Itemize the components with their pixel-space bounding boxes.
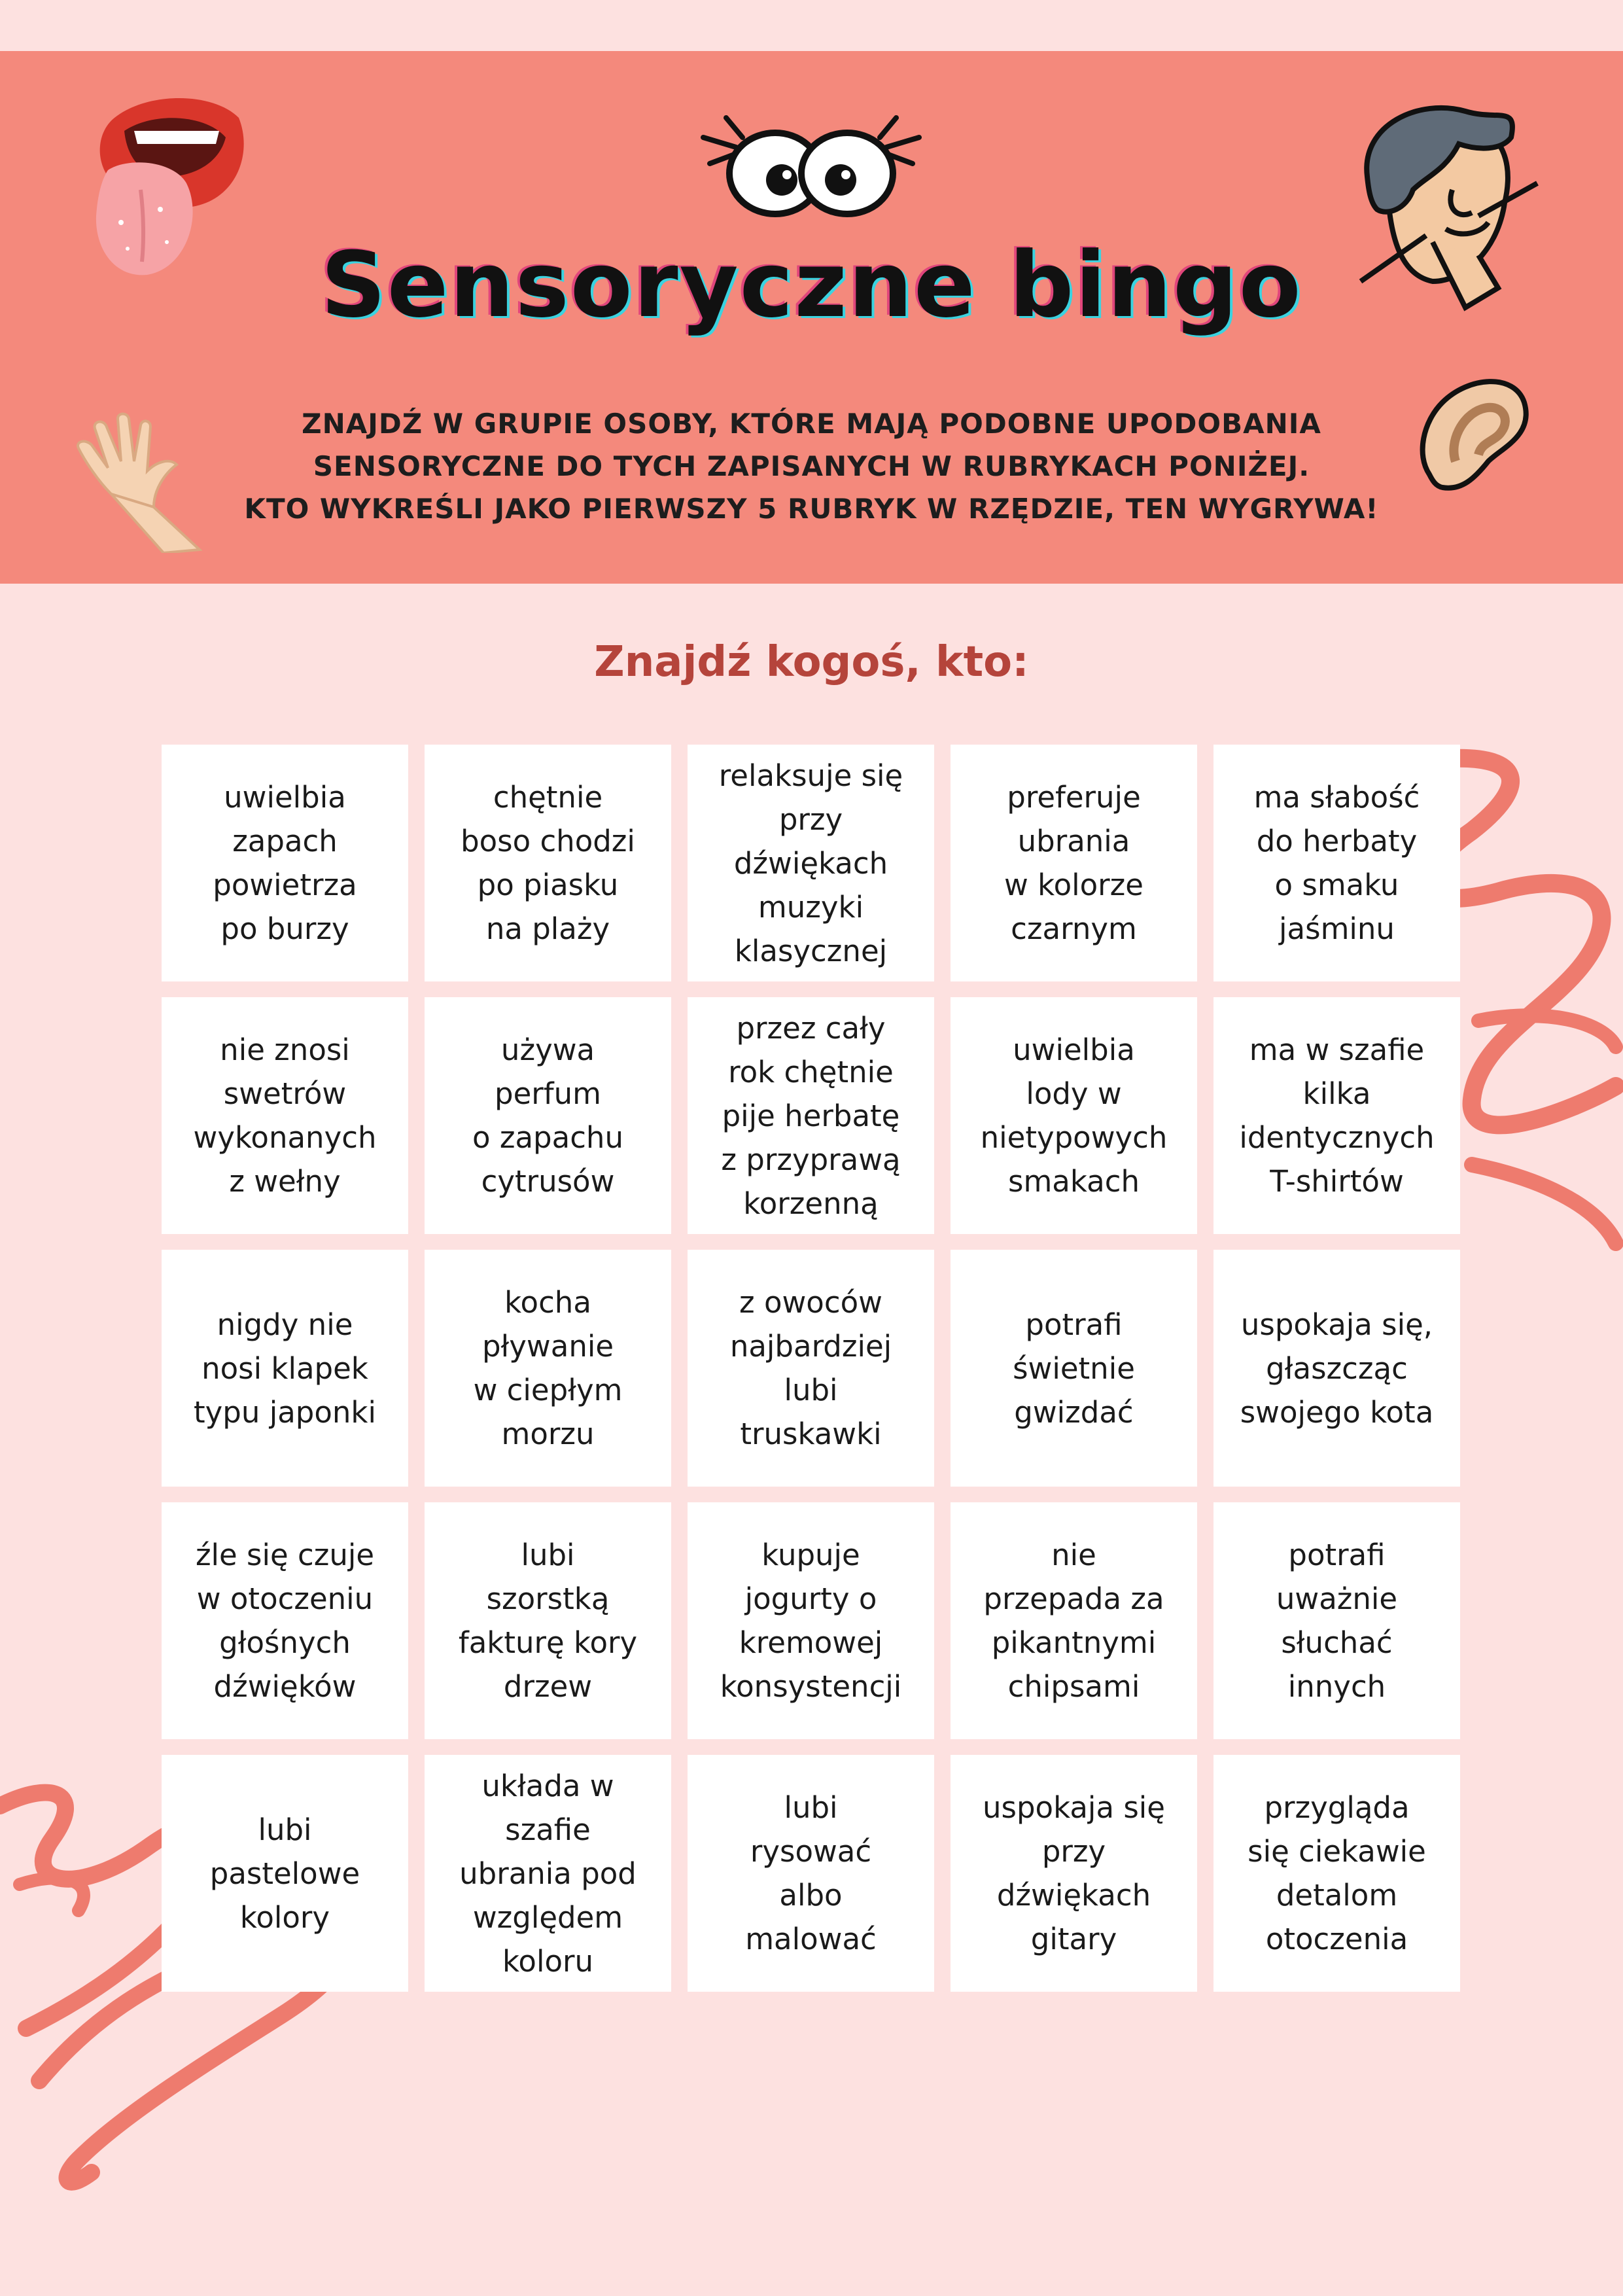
- bingo-cell[interactable]: kocha pływanie w ciepłym morzu: [425, 1250, 671, 1487]
- instructions-line-2: SENSORYCZNE DO TYCH ZAPISANYCH W RUBRYKACH PONIŻEJ.: [313, 450, 1310, 482]
- hand-icon: [72, 409, 203, 553]
- bingo-cell[interactable]: preferuje ubrania w kolorze czarnym: [951, 745, 1197, 981]
- bingo-cell[interactable]: nie znosi swetrów wykonanych z wełny: [162, 997, 408, 1234]
- bingo-cell[interactable]: lubi rysować albo malować: [688, 1755, 934, 1992]
- bingo-cell[interactable]: potrafi świetnie gwizdać: [951, 1250, 1197, 1487]
- page-title: Sensoryczne bingo: [321, 232, 1302, 338]
- bingo-cell[interactable]: nigdy nie nosi klapek typu japonki: [162, 1250, 408, 1487]
- instructions-line-1: ZNAJDŹ W GRUPIE OSOBY, KTÓRE MAJĄ PODOBNE UPODOBANIA: [302, 408, 1321, 440]
- bingo-cell[interactable]: ma w szafie kilka identycznych T-shirtów: [1213, 997, 1460, 1234]
- bingo-cell[interactable]: relaksuje się przy dźwiękach muzyki klasycznej: [688, 745, 934, 981]
- bingo-cell[interactable]: kupuje jogurty o kremowej konsystencji: [688, 1502, 934, 1739]
- bingo-cell[interactable]: ma słabość do herbaty o smaku jaśminu: [1213, 745, 1460, 981]
- bingo-cell[interactable]: uwielbia lody w nietypowych smakach: [951, 997, 1197, 1234]
- bingo-cell[interactable]: lubi pastelowe kolory: [162, 1755, 408, 1992]
- bingo-cell[interactable]: przez cały rok chętnie pije herbatę z przyprawą korzenną: [688, 997, 934, 1234]
- eyes-icon: [697, 115, 926, 219]
- bingo-cell[interactable]: nie przepada za pikantnymi chipsami: [951, 1502, 1197, 1739]
- bingo-cell[interactable]: używa perfum o zapachu cytrusów: [425, 997, 671, 1234]
- bingo-cell[interactable]: przygląda się ciekawie detalom otoczenia: [1213, 1755, 1460, 1992]
- subheading: Znajdź kogoś, kto:: [594, 638, 1029, 686]
- bingo-cell[interactable]: lubi szorstką fakturę kory drzew: [425, 1502, 671, 1739]
- instructions: [196, 402, 1427, 530]
- bingo-grid: [162, 745, 1461, 1992]
- bingo-cell[interactable]: chętnie boso chodzi po piasku na plaży: [425, 745, 671, 981]
- bingo-cell[interactable]: uwielbia zapach powietrza po burzy: [162, 745, 408, 981]
- bingo-cell[interactable]: źle się czuje w otoczeniu głośnych dźwięków: [162, 1502, 408, 1739]
- bingo-cell[interactable]: uspokaja się, głaszcząc swojego kota: [1213, 1250, 1460, 1487]
- instructions-line-3: KTO WYKREŚLI JAKO PIERWSZY 5 RUBRYK W RZĘDZIE, TEN WYGRYWA!: [244, 493, 1379, 525]
- bingo-cell[interactable]: układa w szafie ubrania pod względem koloru: [425, 1755, 671, 1992]
- bingo-cell[interactable]: z owoców najbardziej lubi truskawki: [688, 1250, 934, 1487]
- bingo-cell[interactable]: uspokaja się przy dźwiękach gitary: [951, 1755, 1197, 1992]
- bingo-cell[interactable]: potrafi uważnie słuchać innych: [1213, 1502, 1460, 1739]
